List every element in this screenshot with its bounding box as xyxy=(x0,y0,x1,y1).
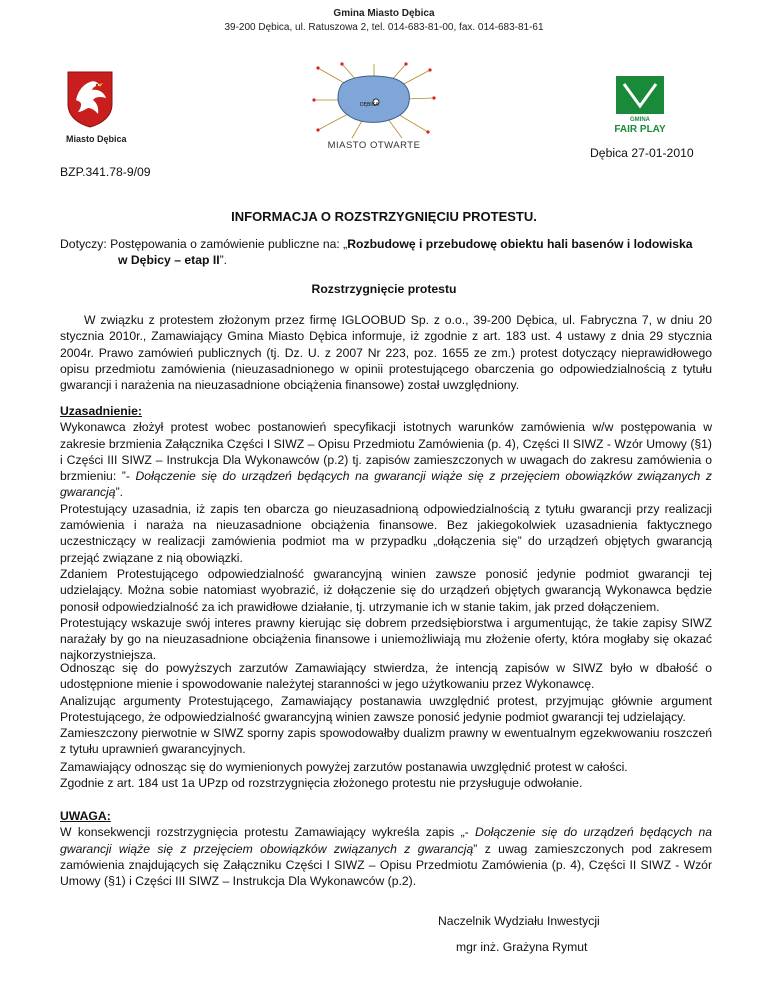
miasto-otwarte-logo xyxy=(312,62,436,154)
decision-p2: Zgodnie z art. 184 ust 1a UPzp od rozstrzygnięcia złożonego protestu nie przysługuje odwołanie. xyxy=(60,776,583,791)
subject-prefix: Dotyczy: Postępowania o zamówienie publiczne na: „ xyxy=(60,237,348,251)
justification-p1-start: Wykonawca złożył protest wobec postanowień specyfikacji istotnych warunków zamówienia w/w postępowania w zakresie brzmienia Załącznika Części I SIWZ – Opisu Przedmiotu Zamówienia (p. 4), Części II SIWZ - Wzór Umowy (§1) i Części III SIWZ – Instrukcja Dla Wykonawców (p.2) tj. zapisów zamieszczonych w uwagach do zakresu zamówienia o brzmieniu: ”- xyxy=(60,420,712,484)
signature-name: mgr inż. Grażyna Rymut xyxy=(456,940,588,954)
header-address: 39-200 Dębica, ul. Ratuszowa 2, tel. 014-683-81-00, fax. 014-683-81-61 xyxy=(224,22,544,33)
justification-p1 xyxy=(60,419,712,500)
header-org: Gmina Miasto Dębica xyxy=(333,8,435,19)
center-map-text: DĘBICA xyxy=(360,102,379,108)
analysis-section xyxy=(60,660,712,758)
intro-text: W związku z protestem złożonym przez firmę IGLOOBUD Sp. z o.o., 39-200 Dębica, ul. Fabryczna 7, w dniu 20 stycznia 2010r., Zamawiający Gmina Miasto Dębica informuje, iż zgodnie z art. 183 ust. 4 ustawy z dnia 29 stycznia 2004r. Prawo zamówień publicznych (tj. Dz. U. z 2007 Nr 223, poz. 1655 ze zm.) protest dotyczący nieprawidłowego opisu przedmiotu zamówienia (nieuzasadnionego w opinii protestującego obarczenia go odpowiedzialnością z tytułu gwarancji i narażenia na nieuzasadnione obciążenia finansowe) został uwzględniony. xyxy=(60,313,712,393)
coat-of-arms-label: Miasto Dębica xyxy=(66,134,127,144)
analysis-p2: Analizując argumenty Protestującego, Zamawiający postanawia uwzględnić protest, przyjmując głównie argument Protestującego, że odpowiedzialność gwarancyjną winien zawsze ponosić jedynie podmiot gwarancji tej udzielający. xyxy=(60,693,712,724)
justification-p1-end: ”. xyxy=(115,485,124,500)
signature-role: Naczelnik Wydziału Inwestycji xyxy=(438,914,600,928)
reference-number: BZP.341.78-9/09 xyxy=(60,165,151,179)
justification-p1-italic: Dołączenie się do urządzeń będących na gwarancji wiąże się z przejęciem obowiązków związanych z gwarancją xyxy=(60,469,712,500)
eagle-shield-icon xyxy=(66,70,114,128)
note-italic: Dołączenie się do urządzeń będących na gwarancji wiąże się z przejęciem obowiązków związanych z gwarancją xyxy=(60,825,712,856)
subject-suffix: ”. xyxy=(219,253,228,268)
city-map-icon xyxy=(312,62,436,140)
note-end: ” z uwag zamieszczonych pod zakresem zamówienia znajdujących się Załączniku Części I SIWZ – Opisu Przedmiotu Zamówienia (p. 4), Części II SIWZ - Wzór Umowy (§1) i Części III SIWZ – Instrukcja Dla Wykonawców (p.2). xyxy=(60,841,712,889)
intro-paragraph xyxy=(60,312,712,393)
fair-play-label: FAIR PLAY xyxy=(614,124,666,135)
fair-play-logo xyxy=(616,76,664,114)
center-logo-label: MIASTO OTWARTE xyxy=(327,140,421,151)
note-heading: UWAGA: xyxy=(60,809,111,823)
analysis-p1: Odnosząc się do powyższych zarzutów Zamawiający stwierdza, że intencją zapisów w SIWZ było w dbałość o udostępnione mienie i spowodowanie należytej staranności w jego użytkowaniu przez Wykonawcę. xyxy=(60,661,712,692)
coat-of-arms-logo xyxy=(66,70,114,128)
note-start: W konsekwencji rozstrzygnięcia protestu Zamawiający wykreśla zapis „- xyxy=(60,825,476,840)
analysis-p3: Zamieszczony pierwotnie w SIWZ sporny zapis spowodowałby dualizm prawny w ewentualnym egzekwowaniu roszczeń z tytułu uprawnień gwarancyjnych. xyxy=(60,726,712,757)
justification-p3: Zdaniem Protestującego odpowiedzialność gwarancyjną winien zawsze ponosić jedynie podmiot gwarancji tej udzielający. Można sobie natomiast wyobrazić, iż dołączenie się do urządzeń objętych gwarancją Wykonawca będzie ponosił odpowiedzialność za ich prawidłowe działanie, tj. utrzymanie ich w stanie takim, jak przed dołączeniem. xyxy=(60,566,712,614)
check-mark-icon xyxy=(616,76,664,114)
note-section xyxy=(60,808,712,889)
note-text xyxy=(60,824,712,889)
subject-paragraph xyxy=(60,236,712,269)
document-date: Dębica 27-01-2010 xyxy=(590,146,694,160)
fair-play-gmina: GMINA xyxy=(630,117,650,123)
decision-section xyxy=(60,759,712,792)
justification-p2: Protestujący uzasadnia, iż zapis ten obarcza go nieuzasadnioną odpowiedzialnością z tytułu gwarancji przy realizacji zamówienia i naraża na nieuzasadnione obciążenia finansowe. Bez jakiegokolwiek uzasadnienia faktycznego uczestniczący w realizacji zamówienia podmiot ma w przypadku „dołączenia się” do urządzeń objętych gwarancją przejąć związane z nią obowiązki. xyxy=(60,501,712,565)
subject-bold-1: Rozbudowę i przebudowę obiektu hali basenów i lodowiska xyxy=(347,237,693,251)
justification-section xyxy=(60,403,712,664)
justification-p4: Protestujący wskazuje swój interes prawny kierując się dobrem przedsiębiorstwa i argumentując, że takie zapisy SIWZ narażały by go na nieuzasadnione obciążenia finansowe i uniemożliwiają mu złożenie oferty, która mogłaby się okazać najkorzystniejsza. xyxy=(60,615,712,663)
decision-p1: Zamawiający odnosząc się do wymienionych powyżej zarzutów postanawia uwzględnić protest w całości. xyxy=(60,760,628,774)
justification-heading: Uzasadnienie: xyxy=(60,404,142,418)
subheading: Rozstrzygnięcie protestu xyxy=(311,282,457,296)
document-title: INFORMACJA O ROZSTRZYGNIĘCIU PROTESTU. xyxy=(231,209,537,224)
subject-bold-2: w Dębicy – etap II xyxy=(118,253,220,268)
